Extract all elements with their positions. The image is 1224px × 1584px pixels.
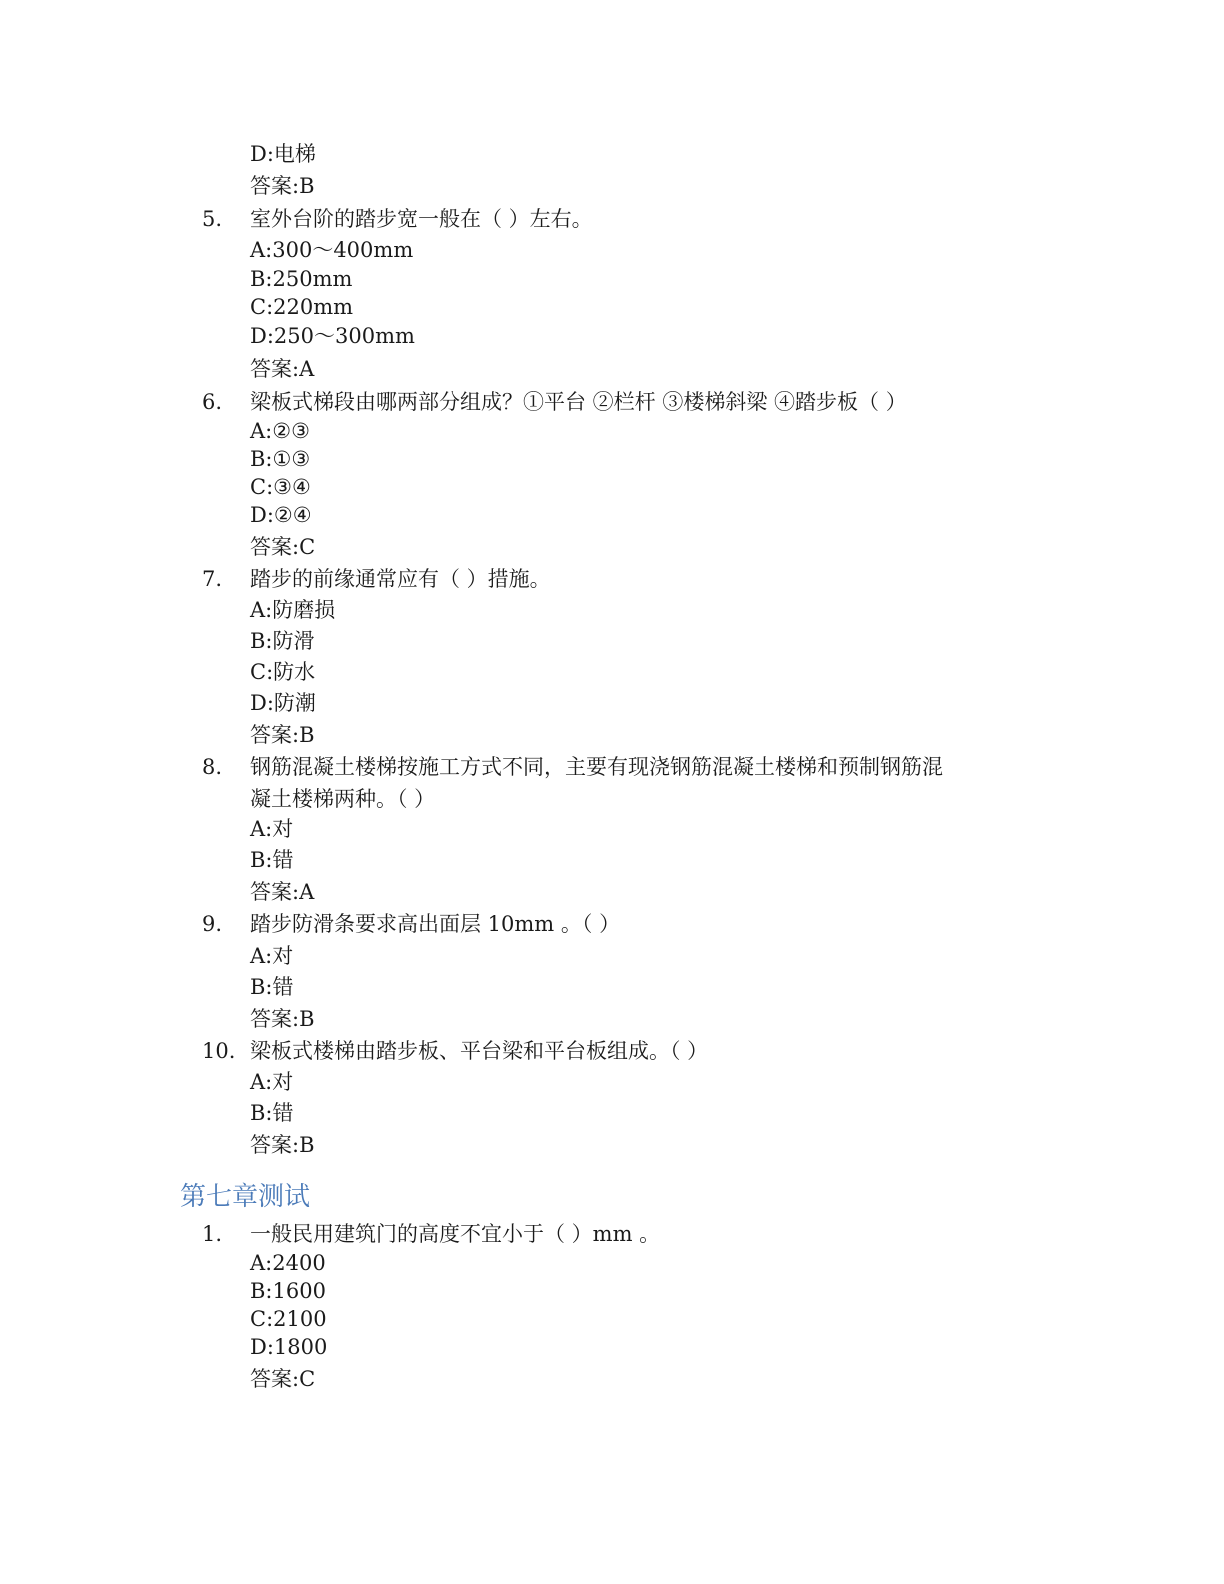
answer-text: 答案:C [250, 1367, 316, 1391]
section-heading: 第七章测试 [180, 1182, 311, 1212]
answer-text: 答案:C [250, 535, 316, 559]
answer-text: 答案:B [250, 723, 315, 747]
question-number: 1. [202, 1222, 223, 1246]
question-text: 梁板式楼梯由踏步板、平台梁和平台板组成。（ ） [250, 1039, 709, 1063]
answer-text: 答案:B [250, 1007, 315, 1031]
answer-text: 答案:B [250, 1133, 315, 1157]
option-text: D:电梯 [250, 142, 316, 166]
option-text: A:对 [250, 1070, 294, 1094]
option-text: C:防水 [250, 660, 316, 684]
answer-text: 答案:B [250, 174, 315, 198]
option-text: B:错 [250, 975, 294, 999]
option-text: A:②③ [250, 419, 310, 443]
answer-text: 答案:A [250, 880, 315, 904]
option-text: A:对 [250, 817, 294, 841]
question-number: 7. [202, 567, 223, 591]
question-number: 10. [202, 1039, 236, 1063]
option-text: B:1600 [250, 1279, 326, 1303]
question-text: 钢筋混凝土楼梯按施工方式不同，主要有现浇钢筋混凝土楼梯和预制钢筋混 [250, 755, 943, 779]
question-text: 踏步防滑条要求高出面层 10mm 。（ ） [250, 912, 621, 936]
option-text: B:①③ [250, 447, 311, 471]
option-text: B:防滑 [250, 629, 315, 653]
question-number: 9. [202, 912, 223, 936]
option-text: C:③④ [250, 475, 311, 499]
option-text: D:250～300mm [250, 324, 415, 348]
option-text: C:2100 [250, 1307, 327, 1331]
option-text: B:错 [250, 1101, 294, 1125]
question-text: 踏步的前缘通常应有（ ）措施。 [250, 567, 551, 591]
option-text: A:300～400mm [250, 238, 414, 262]
question-text: 梁板式梯段由哪两部分组成？①平台 ②栏杆 ③楼梯斜梁 ④踏步板（ ） [250, 390, 907, 414]
option-text: D:1800 [250, 1335, 328, 1359]
option-text: C:220mm [250, 295, 354, 319]
answer-text: 答案:A [250, 357, 315, 381]
option-text: A:防磨损 [250, 598, 336, 622]
question-text-continued: 凝土楼梯两种。（ ） [250, 787, 436, 811]
question-text: 一般民用建筑门的高度不宜小于（ ）mm 。 [250, 1222, 661, 1246]
option-text: D:②④ [250, 503, 312, 527]
option-text: D:防潮 [250, 691, 316, 715]
option-text: B:250mm [250, 267, 353, 291]
question-number: 5. [202, 207, 223, 231]
option-text: A:对 [250, 944, 294, 968]
question-number: 8. [202, 755, 223, 779]
question-number: 6. [202, 390, 223, 414]
question-text: 室外台阶的踏步宽一般在（ ）左右。 [250, 207, 593, 231]
option-text: B:错 [250, 848, 294, 872]
option-text: A:2400 [250, 1251, 326, 1275]
